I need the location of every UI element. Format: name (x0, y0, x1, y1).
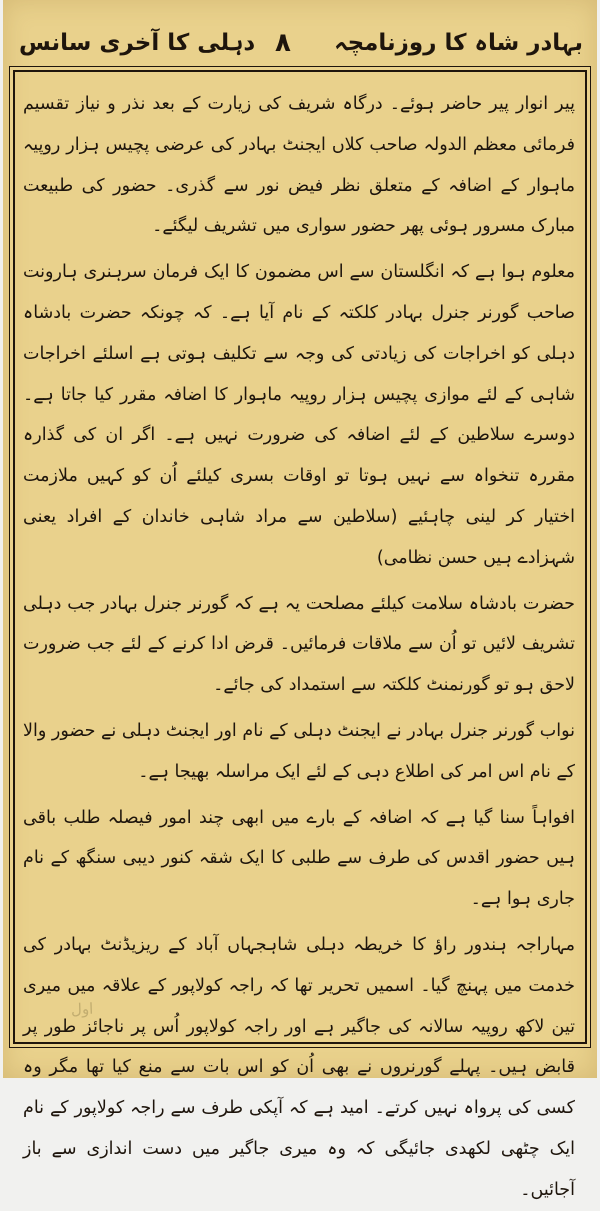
book-page (3, 0, 597, 1200)
paragraph: پیر انوار پیر حاضر ہوئے۔ درگاہ شریف کی زیارت کے بعد نذر و نیاز تقسیم فرمائی معظم الدولہ صاحب کلاں ایجنٹ بہادر کی عرضی پچیس ہزار روپیہ ماہوار کے اضافہ کے متعلق نظر فیض نور سے گذری۔ حضور کی طبیعت مبارک مسرور ہوئی پھر حضور سواری میں تشریف لیگئے۔ (23, 94, 575, 237)
paragraph: افواہاً سنا گیا ہے کہ اضافہ کے بارے میں ابھی چند امور فیصلہ طلب باقی ہیں حضور اقدس کی طرف سے طلبی کا ایک شقہ کنور دیبی سنگھ کے نام جاری ہوا ہے۔ (23, 807, 575, 910)
paragraph: معلوم ہوا ہے کہ انگلستان سے اس مضمون کا ایک فرمان سرہنری ہارونت صاحب گورنر جنرل بہادر کلکتہ کے نام آیا ہے۔ کہ چونکہ حضرت بادشاہ دہلی کو اخراجات کی زیادتی کی وجہ سے تکلیف ہوتی ہے اسلئے اخراجات شاہی کے لئے موازی پچیس ہزار روپیہ ماہوار کا اضافہ مقرر کیا جاتا ہے۔ دوسرے سلاطین کے لئے اضافہ کی ضرورت نہیں ہے۔ اگر ان کی گذارہ مقررہ تنخواہ سے نہیں ہوتا تو اوقات بسری کیلئے اُن کو کہیں ملازمت اختیار کر لینی چاہئیے (سلاطین سے مراد شاہی خاندان کے افراد یعنی شہزادے ہیں حسن نظامی) (23, 262, 575, 568)
paragraph: نواب گورنر جنرل بہادر نے ایجنٹ دہلی کے نام اور ایجنٹ دہلی نے حضور والا کے نام اس امر کی اطلاع دہی کے لئے ایک مراسلہ بھیجا ہے۔ (23, 720, 575, 782)
running-title-left: دہلی کا آخری سانس (19, 30, 256, 56)
page-number: ۸ (275, 28, 291, 58)
faint-margin-note: اول (70, 999, 94, 1019)
page-body (23, 84, 575, 1200)
page-header (13, 26, 589, 68)
paragraph: حضرت بادشاہ سلامت کیلئے مصلحت یہ ہے کہ گورنر جنرل بہادر جب دہلی تشریف لائیں تو اُن سے ملاقات فرمائیں۔ قرض ادا کرنے کے لئے جب ضرورت لاحق ہو تو گورنمنٹ کلکتہ سے استمداد کی جائے۔ (23, 593, 575, 696)
paragraph: مہاراجہ ہندور راؤ کا خریطہ دہلی شاہجہاں آباد کے ریزیڈنٹ بہادر کی خدمت میں پہنچ گیا۔ اسمیں تحریر تھا کہ راجہ کولاپور کے علاقہ میں میری تین لاکھ روپیہ سالانہ کی جاگیر ہے اور راجہ کولاپور اُس پر ناجائز طور پر قابض ہیں۔ پہلے گورنروں نے بھی اُن کو اس بات سے منع کیا تھا مگر وہ کسی کی پرواہ نہیں کرتے۔ امید ہے کہ آپکی طرف سے راجہ کولاپور کے نام ایک چٹھی لکھدی جائیگی کہ وہ میری جاگیر میں دست اندازی سے باز آجائیں۔ (23, 934, 575, 1200)
running-title-right: بہادر شاہ کا روزنامچہ (334, 30, 583, 56)
